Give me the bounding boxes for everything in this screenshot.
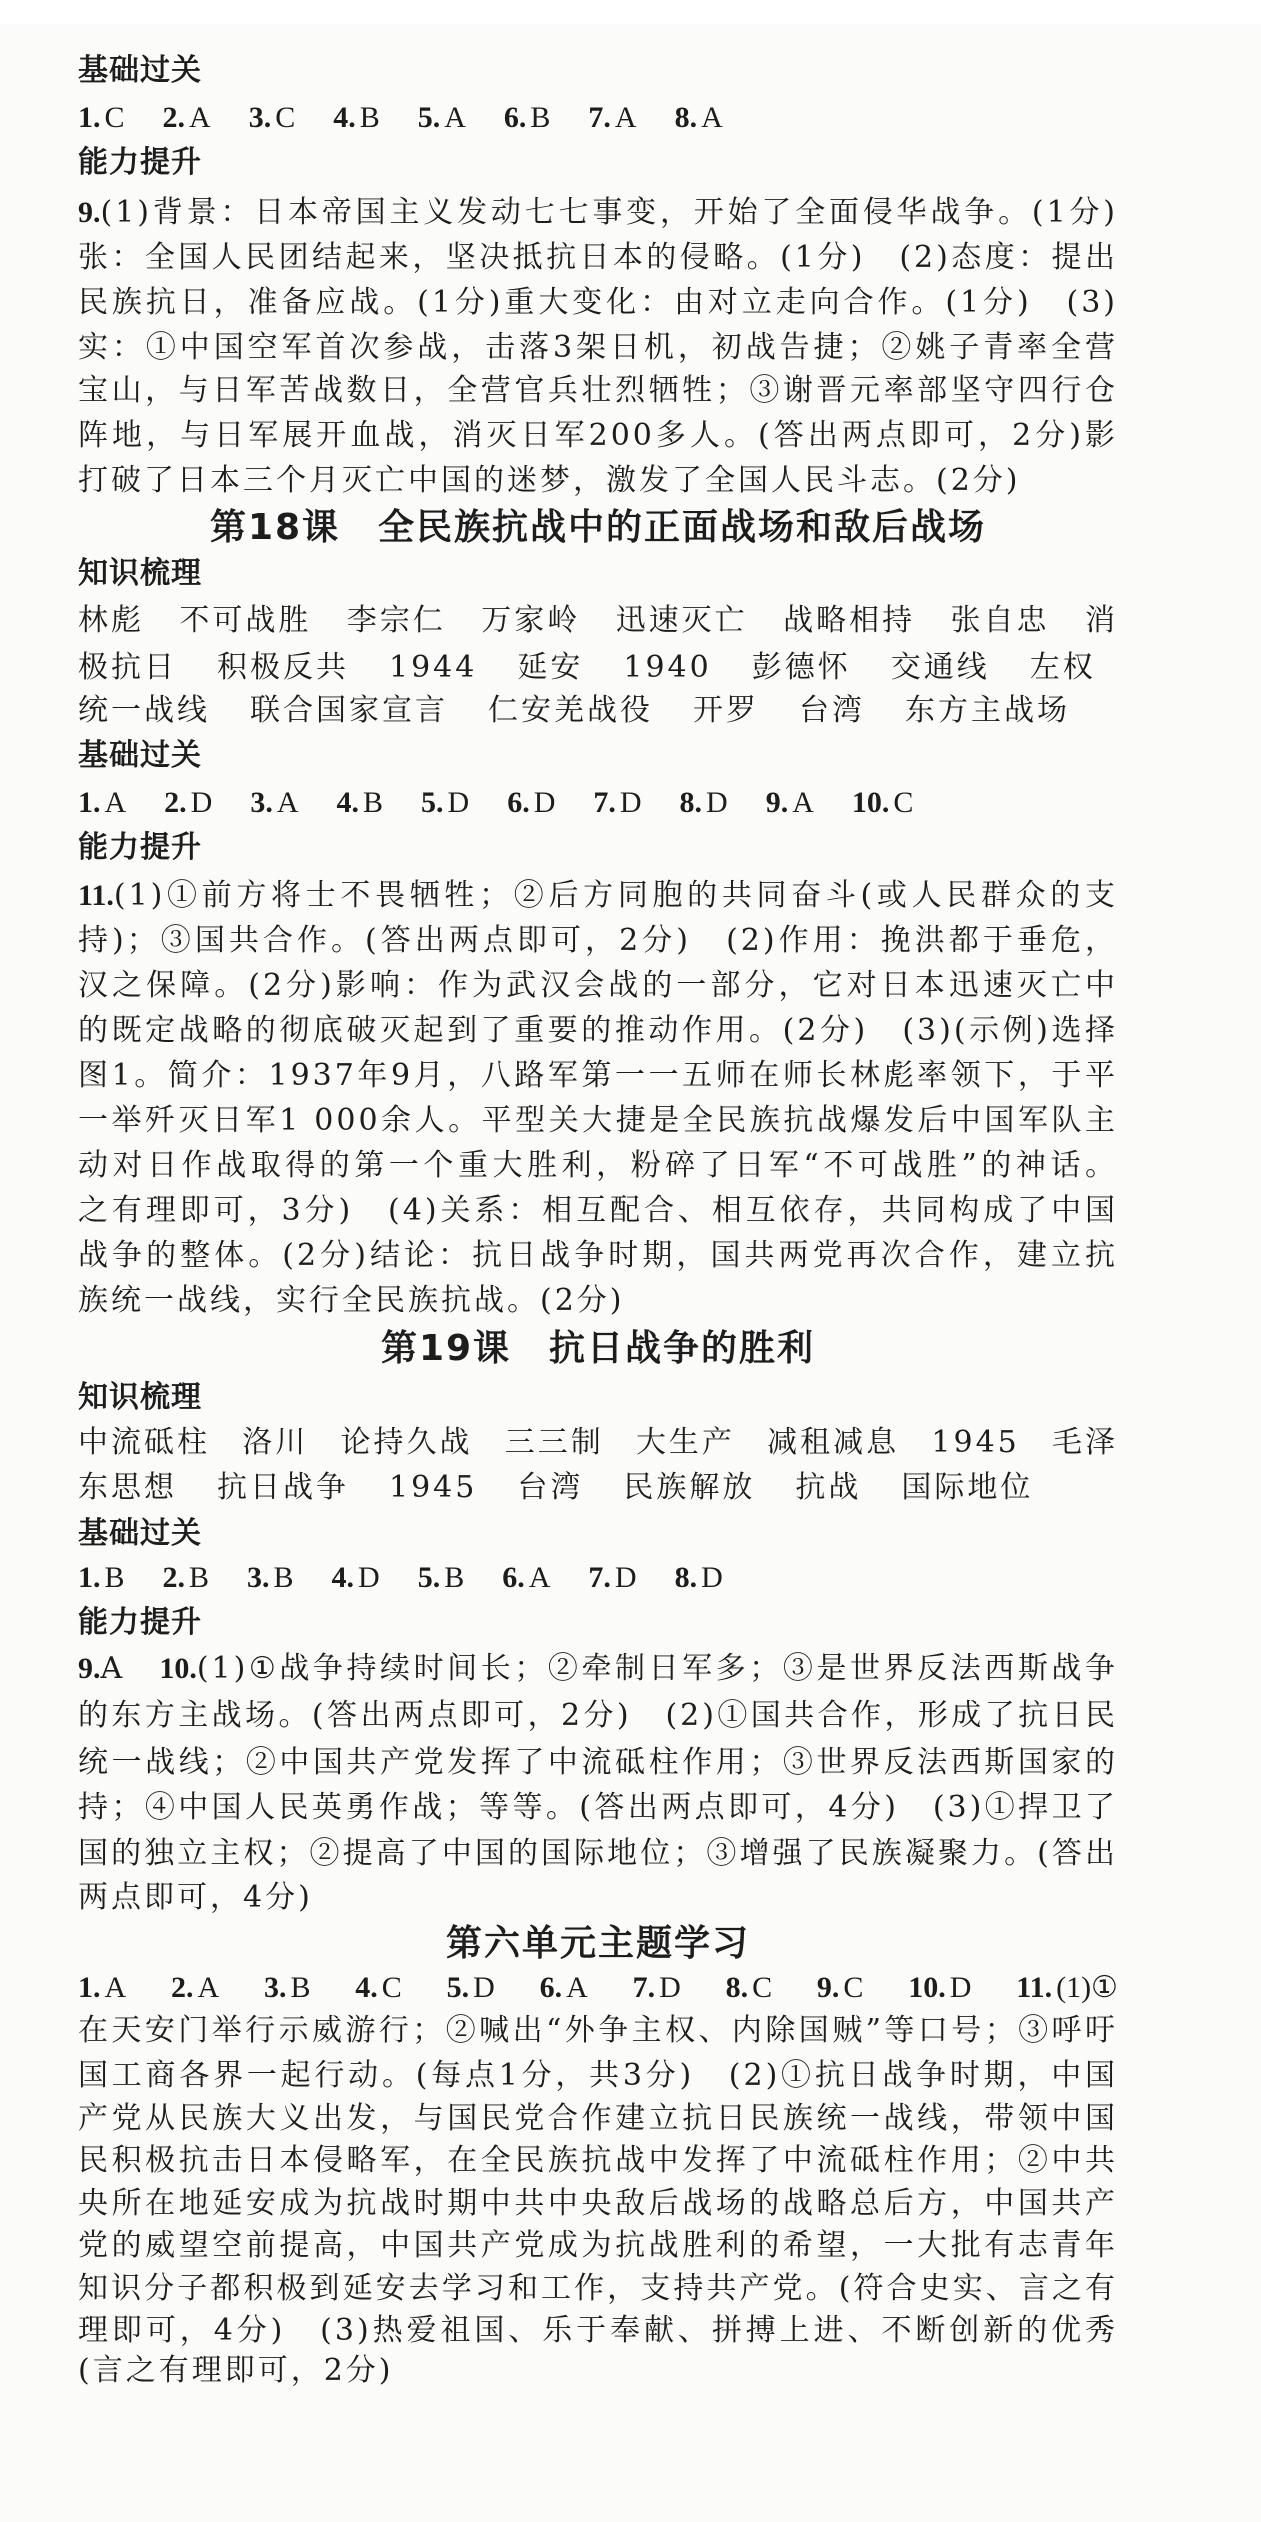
- question-number: 11.: [1016, 1971, 1053, 2004]
- answer-text-line: [78, 1143, 1118, 1188]
- answer-text-line: [78, 2348, 1118, 2393]
- answer-choice: A: [701, 101, 723, 134]
- answer-text-line: [78, 1008, 1118, 1053]
- answer-choice: C: [893, 786, 914, 819]
- answer-text-line: [78, 1278, 1118, 1323]
- question-number: 9.: [816, 1971, 840, 2004]
- answer-text: 实：①中国空军首次参战，击落3架日机，初战告捷；②姚子青率全营: [78, 330, 1118, 365]
- answer-text: 之有理即可，3分) (4)关系：相互配合、相互依存，共同构成了中国: [78, 1193, 1118, 1228]
- knowledge-term: 不可战胜: [179, 603, 312, 638]
- answer-text-line: [78, 918, 1118, 963]
- answer-item: [250, 780, 298, 825]
- answer-text-line: [78, 1785, 1118, 1830]
- answer-choice: D: [447, 786, 470, 819]
- answer-text-line: [78, 413, 1118, 458]
- answer-text-line: [78, 2266, 1118, 2311]
- question-number: 7.: [632, 1971, 656, 2004]
- answer-choice: D: [949, 1971, 972, 2004]
- answer-text: 的既定战略的彻底破灭起到了重要的推动作用。(2分) (3)(示例)选择: [78, 1013, 1118, 1048]
- answer-text: 国工商各界一起行动。(每点1分，共3分) (2)①抗日战争时期，中国: [78, 2058, 1118, 2093]
- knowledge-terms-row: [78, 1420, 1118, 1465]
- knowledge-term: 迅速灭亡: [615, 603, 748, 638]
- knowledge-term: 毛泽: [1052, 1425, 1118, 1460]
- answer-item: [766, 780, 814, 825]
- knowledge-term: 林彪: [78, 603, 144, 638]
- answer-text: 理即可，4分) (3)热爱祖国、乐于奉献、拼搏上进、不断创新的优秀: [78, 2313, 1118, 2348]
- answer-choice: C: [381, 1971, 402, 2004]
- answer-choice: C: [843, 1971, 864, 2004]
- answer-text: (1)背景：日本帝国主义发动七七事变，开始了全面侵华战争。(1分): [100, 195, 1118, 230]
- question-number: 8.: [679, 786, 703, 819]
- answer-text: 战争的整体。(2分)结论：抗日战争时期，国共两党再次合作，建立抗: [78, 1238, 1118, 1273]
- knowledge-term: 统一战线: [78, 693, 210, 728]
- answer-item: [447, 1965, 495, 2010]
- section-label: 知识梳理: [78, 1380, 202, 1415]
- lesson-title: 第19课 抗日战争的胜利: [380, 1328, 816, 1369]
- answer-text: 张：全国人民团结起来，坚决抵抗日本的侵略。(1分) (2)态度：提出: [78, 240, 1118, 275]
- question-number: 11.: [78, 879, 114, 912]
- answer-item: [852, 780, 914, 825]
- question-number: 9.: [765, 786, 789, 819]
- question-number: 10.: [851, 786, 890, 819]
- knowledge-term: 李宗仁: [346, 603, 446, 638]
- answer-text-line: [78, 1098, 1118, 1143]
- answer-choice: A: [444, 101, 466, 134]
- answer-item: [588, 1555, 636, 1600]
- answer-text: 打破了日本三个月灭亡中国的迷梦，激发了全国人民斗志。(2分): [78, 463, 1021, 498]
- knowledge-term: 积极反共: [217, 650, 349, 685]
- answer-text-line: [78, 2008, 1118, 2053]
- answer-item: [1016, 1965, 1118, 2010]
- question-number: 1.: [78, 1971, 101, 2004]
- answer-text: 阵地，与日军展开血战，消灭日军200多人。(答出两点即可，2分)影: [78, 418, 1118, 453]
- question-number: 10.: [908, 1971, 946, 2004]
- answer-item: [247, 1555, 294, 1600]
- answer-choice: B: [104, 1561, 125, 1594]
- answer-item: [540, 1965, 588, 2010]
- knowledge-term: 联合国家宣言: [250, 693, 448, 728]
- answer-item: [337, 780, 384, 825]
- knowledge-term: 开罗: [693, 693, 759, 728]
- answer-choice: A: [104, 786, 127, 819]
- answer-text: 国的独立主权；②提高了中国的国际地位；③增强了民族凝聚力。(答出: [78, 1836, 1118, 1871]
- knowledge-term: 延安: [517, 650, 584, 685]
- question-number: 9.: [78, 196, 101, 229]
- answer-choice: B: [363, 786, 384, 819]
- lesson-title: 第18课 全民族抗战中的正面战场和敌后战场: [209, 507, 987, 548]
- answer-text: A: [100, 1651, 160, 1686]
- answer-text: (1)①前方将士不畏牺牲；②后方同胞的共同奋斗(或人民群众的支: [113, 878, 1118, 913]
- answer-item: [421, 780, 469, 825]
- answer-text: 持；④中国人民英勇作战；等等。(答出两点即可，4分) (3)①捍卫了: [78, 1790, 1118, 1825]
- knowledge-term: 仁安羌战役: [488, 693, 653, 728]
- knowledge-term: 减租减息: [767, 1425, 900, 1460]
- question-number: 6.: [507, 786, 530, 819]
- answer-text: 一举歼灭日军1 000余人。平型关大捷是全民族抗战爆发后中国军队主: [78, 1103, 1118, 1138]
- answer-item: [817, 1965, 864, 2010]
- answer-choice: D: [701, 1561, 723, 1594]
- question-number: 8.: [725, 1971, 749, 2004]
- question-number: 2.: [162, 101, 186, 134]
- answer-item: [588, 95, 636, 140]
- question-number: 1.: [78, 101, 101, 134]
- answer-item: [264, 1965, 311, 2010]
- question-number: 5.: [421, 786, 444, 819]
- answer-text-line: [78, 325, 1118, 370]
- answer-text-line: [78, 1875, 1118, 1920]
- answer-item: [507, 780, 555, 825]
- knowledge-term: 极抗日: [78, 650, 177, 685]
- answer-item: [418, 95, 466, 140]
- answer-choice: D: [190, 786, 213, 819]
- knowledge-term: 张自忠: [950, 603, 1050, 638]
- knowledge-term: 台湾: [799, 693, 865, 728]
- answer-choice: D: [533, 786, 556, 819]
- question-number: 6.: [503, 101, 527, 134]
- answer-choice: D: [706, 786, 728, 819]
- knowledge-term: 论持久战: [340, 1425, 473, 1460]
- answer-text-line: [78, 235, 1118, 280]
- knowledge-term: 1945: [389, 1470, 478, 1505]
- answer-text-line: [78, 2096, 1118, 2141]
- knowledge-term: 洛川: [242, 1425, 309, 1460]
- answer-item: [593, 780, 641, 825]
- answer-item: [908, 1965, 971, 2010]
- section-label: 基础过关: [78, 738, 202, 773]
- answer-text-line: [78, 1053, 1118, 1098]
- answer-text-line: [78, 1646, 1118, 1691]
- section-label: 基础过关: [78, 1516, 202, 1551]
- question-number: 1.: [78, 1561, 101, 1594]
- question-number: 2.: [162, 1561, 186, 1594]
- answer-item: [680, 780, 728, 825]
- knowledge-term: 三三制: [504, 1425, 604, 1460]
- question-number: 7.: [588, 101, 611, 134]
- answer-text: 动对日作战取得的第一个重大胜利，粉碎了日军“不可战胜”的神话。: [78, 1148, 1118, 1183]
- knowledge-term: 战略相持: [783, 603, 916, 638]
- answer-text: 的东方主战场。(答出两点即可，2分) (2)①国共合作，形成了抗日民: [78, 1698, 1118, 1733]
- question-number: 3.: [250, 786, 273, 819]
- answer-item: [675, 1555, 723, 1600]
- answer-choice: B: [290, 1971, 311, 2004]
- answer-text: 两点即可，4分): [78, 1880, 313, 1915]
- answer-item: [171, 1965, 219, 2010]
- answer-item: [418, 1555, 465, 1600]
- answer-text: 产党从民族大义出发，与国民党合作建立抗日民族统一战线，带领中国: [78, 2101, 1118, 2136]
- answer-item: [163, 1555, 210, 1600]
- question-number: 9.: [78, 1652, 101, 1685]
- question-number: 4.: [336, 786, 360, 819]
- answer-item: [249, 95, 296, 140]
- knowledge-terms-row: [78, 598, 1118, 643]
- answer-choice: C: [104, 101, 125, 134]
- answer-text-line: [78, 190, 1118, 235]
- section-label: 能力提升: [78, 145, 202, 180]
- answer-text: 央所在地延安成为抗战时期中共中央敌后战场的战略总后方，中国共产: [78, 2186, 1118, 2221]
- answer-choice: A: [528, 1561, 551, 1594]
- answer-text-line: [78, 1831, 1118, 1876]
- answer-item: [78, 1555, 125, 1600]
- answer-item: [164, 780, 212, 825]
- question-number: 5.: [446, 1971, 470, 2004]
- answer-item: [504, 95, 551, 140]
- answer-text: 族统一战线，实行全民族抗战。(2分): [78, 1283, 625, 1318]
- answer-text-line: [78, 1233, 1118, 1278]
- answer-text: 党的威望空前提高，中国共产党成为抗战胜利的希望，一大批有志青年: [78, 2228, 1118, 2263]
- section-label: 基础过关: [78, 53, 202, 88]
- answer-text: (1)①战争持续时间长；②牵制日军多；③是世界反法西斯战争: [196, 1651, 1118, 1686]
- answer-item: [675, 95, 723, 140]
- knowledge-terms-row: [78, 645, 1118, 690]
- knowledge-term: 大生产: [635, 1425, 735, 1460]
- answer-choice: A: [614, 101, 637, 134]
- answer-item: [355, 1965, 402, 2010]
- knowledge-term: 1945: [931, 1425, 1020, 1460]
- answer-item: [502, 1555, 550, 1600]
- question-number: 3.: [248, 101, 272, 134]
- answer-choice: A: [197, 1971, 220, 2004]
- answer-item: [332, 1555, 380, 1600]
- answer-text-line: [78, 873, 1118, 918]
- question-number: 5.: [417, 1561, 441, 1594]
- answer-text-line: [78, 2138, 1118, 2183]
- knowledge-term: 抗战: [795, 1470, 862, 1505]
- knowledge-term: 国际地位: [901, 1470, 1034, 1505]
- answer-text-line: [78, 368, 1118, 413]
- knowledge-term: 抗日战争: [217, 1470, 349, 1505]
- answer-text: 宝山，与日军苦战数日，全营官兵壮烈牺牲；③谢晋元率部坚守四行仓: [78, 373, 1118, 408]
- answer-choice: A: [104, 1971, 127, 2004]
- knowledge-term: 左权: [1029, 650, 1096, 685]
- question-number: 4.: [331, 1561, 355, 1594]
- question-number: 4.: [333, 101, 356, 134]
- answer-text-line: [78, 2223, 1118, 2268]
- answer-choice: A: [566, 1971, 588, 2004]
- knowledge-term: 交通线: [890, 650, 990, 685]
- answer-item: [726, 1965, 773, 2010]
- answer-row: [78, 1555, 1118, 1600]
- knowledge-term: 消: [1084, 603, 1118, 638]
- answer-text: 知识分子都积极到延安去学习和工作，支持共产党。(符合史实、言之有: [78, 2271, 1118, 2306]
- knowledge-term: 彭德怀: [751, 650, 851, 685]
- lesson-title: 第六单元主题学习: [445, 1923, 750, 1964]
- section-label: 知识梳理: [78, 556, 202, 591]
- answer-choice: D: [473, 1971, 495, 2004]
- answer-text-line: [78, 963, 1118, 1008]
- question-number: 1.: [78, 786, 101, 819]
- question-number: 3.: [247, 1561, 270, 1594]
- answer-choice: B: [189, 1561, 210, 1594]
- answer-row: [78, 1965, 1118, 2010]
- answer-choice: B: [530, 101, 551, 134]
- answer-text: (言之有理即可，2分): [78, 2353, 394, 2388]
- knowledge-term: 东思想: [78, 1470, 177, 1505]
- answer-item: [333, 95, 380, 140]
- knowledge-terms-row: [78, 1465, 1118, 1510]
- knowledge-terms-row: [78, 688, 1118, 733]
- answer-text-line: [78, 2308, 1118, 2353]
- section-label: 能力提升: [78, 1605, 202, 1640]
- question-number: 8.: [674, 101, 698, 134]
- question-number: 5.: [417, 101, 441, 134]
- knowledge-term: 万家岭: [481, 603, 581, 638]
- answer-text: 民族抗日，准备应战。(1分)重大变化：由对立走向合作。(1分) (3): [78, 285, 1118, 320]
- question-number: 7.: [588, 1561, 611, 1594]
- knowledge-term: 中流砥柱: [78, 1425, 210, 1460]
- question-number: 4.: [355, 1971, 378, 2004]
- answer-choice: B: [359, 101, 380, 134]
- answer-choice: D: [619, 786, 642, 819]
- answer-choice: C: [752, 1971, 773, 2004]
- answer-choice: (1)①: [1056, 1971, 1118, 2004]
- question-number: 2.: [164, 786, 187, 819]
- answer-row: [78, 95, 1118, 140]
- answer-text-line: [78, 1693, 1118, 1738]
- answer-choice: D: [358, 1561, 380, 1594]
- answer-choice: A: [276, 786, 299, 819]
- knowledge-term: 民族解放: [623, 1470, 756, 1505]
- question-number: 6.: [539, 1971, 563, 2004]
- answer-choice: C: [275, 101, 296, 134]
- answer-text: 汉之保障。(2分)影响：作为武汉会战的一部分，它对日本迅速灭亡中: [78, 968, 1118, 1003]
- answer-text-line: [78, 2053, 1118, 2098]
- answer-text: 在天安门举行示威游行；②喊出“外争主权、内除国贼”等口号；③呼吁: [78, 2013, 1118, 2048]
- answer-text: 统一战线；②中国共产党发挥了中流砥柱作用；③世界反法西斯国家的: [78, 1745, 1118, 1780]
- answer-choice: B: [273, 1561, 294, 1594]
- answer-item: [78, 1965, 126, 2010]
- answer-text: 持)；③国共合作。(答出两点即可，2分) (2)作用：挽洪都于垂危，: [78, 923, 1118, 958]
- question-number: 3.: [263, 1971, 287, 2004]
- answer-text-line: [78, 1188, 1118, 1233]
- knowledge-term: 台湾: [517, 1470, 584, 1505]
- answer-choice: A: [792, 786, 814, 819]
- answer-item: [78, 780, 126, 825]
- question-number: 8.: [674, 1561, 698, 1594]
- question-number: 6.: [502, 1561, 525, 1594]
- answer-text: 民积极抗击日本侵略军，在全民族抗战中发挥了中流砥柱作用；②中共: [78, 2143, 1118, 2178]
- section-label: 能力提升: [78, 830, 202, 865]
- answer-choice: D: [659, 1971, 681, 2004]
- knowledge-term: 1940: [623, 650, 712, 685]
- answer-text-line: [78, 280, 1118, 325]
- question-number: 2.: [170, 1971, 194, 2004]
- answer-choice: A: [189, 101, 211, 134]
- answer-item: [78, 95, 125, 140]
- knowledge-term: 东方主战场: [905, 693, 1070, 728]
- answer-text-line: [78, 2181, 1118, 2226]
- question-number: 7.: [593, 786, 616, 819]
- answer-item: [633, 1965, 681, 2010]
- answer-item: [163, 95, 211, 140]
- answer-text-line: [78, 1740, 1118, 1785]
- question-number: 10.: [159, 1652, 197, 1685]
- answer-row: [78, 780, 1118, 825]
- knowledge-term: 1944: [389, 650, 478, 685]
- answer-text-line: [78, 458, 1118, 503]
- answer-choice: D: [614, 1561, 637, 1594]
- answer-text: 图1。简介：1937年9月，八路军第一一五师在师长林彪率领下，于平: [78, 1058, 1118, 1093]
- answer-choice: B: [444, 1561, 465, 1594]
